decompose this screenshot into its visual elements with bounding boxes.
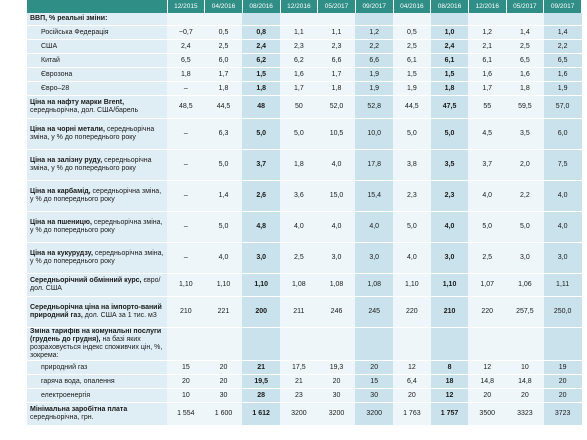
row-label [27, 26, 167, 40]
table-cell: 1,10 [393, 274, 431, 297]
table-cell: – [167, 150, 205, 181]
table-cell: −0,7 [167, 26, 205, 40]
table-cell: 3,0 [318, 243, 356, 274]
table-cell: 10,0 [355, 119, 393, 150]
table-cell: 1,6 [468, 68, 506, 82]
table-cell: 5,0 [205, 212, 243, 243]
table-cell: 1,06 [506, 274, 544, 297]
table-cell: 1 554 [167, 403, 205, 426]
header-cell: 09/2017 [544, 0, 582, 13]
table-cell: 19,3 [318, 361, 356, 375]
table-cell: 1,8 [431, 82, 469, 96]
row-label [27, 212, 167, 243]
table-cell: 2,1 [468, 40, 506, 54]
table-body [27, 13, 582, 426]
row-label-main: Російська Федерація [41, 28, 109, 36]
table-cell: 20 [468, 389, 506, 403]
table-cell: 1,8 [242, 82, 280, 96]
row-label-main: Китай [41, 56, 60, 64]
header-cell: 08/2016 [431, 0, 469, 13]
table-cell: – [167, 212, 205, 243]
table-cell: 1,5 [393, 68, 431, 82]
row-label-main: Середньорічний обмінний курс, [30, 277, 142, 284]
table-cell: 2,6 [242, 181, 280, 212]
table-cell: 4,0 [318, 150, 356, 181]
table-cell: 2,3 [280, 40, 318, 54]
table-cell: 2,5 [393, 40, 431, 54]
row-label [27, 375, 167, 389]
table-cell: 1,2 [355, 26, 393, 40]
table-cell: 0,5 [205, 26, 243, 40]
table-cell: 6,1 [393, 54, 431, 68]
table-cell: 4,0 [280, 212, 318, 243]
table-row [27, 40, 582, 54]
table-cell [431, 13, 469, 26]
row-label [27, 243, 167, 274]
table-cell: 44,5 [393, 96, 431, 119]
table-cell: 6,4 [393, 375, 431, 389]
table-cell: 14,8 [468, 375, 506, 389]
table-row [27, 13, 582, 26]
table-cell: 3,5 [506, 119, 544, 150]
table-cell: 1,9 [393, 82, 431, 96]
table-cell: 2,4 [431, 40, 469, 54]
table-cell: 3,7 [242, 150, 280, 181]
table-cell: 2,5 [468, 243, 506, 274]
table-cell: 1,1 [280, 26, 318, 40]
table-cell: 20 [506, 389, 544, 403]
table-cell: 1,0 [431, 26, 469, 40]
row-label [27, 181, 167, 212]
table-row [27, 361, 582, 375]
table-cell: 6,5 [506, 54, 544, 68]
table-cell: 15 [355, 375, 393, 389]
table-cell: 1,7 [280, 82, 318, 96]
row-label [27, 54, 167, 68]
table-cell: 245 [355, 297, 393, 328]
table-cell: 6,0 [205, 54, 243, 68]
table-cell: 2,0 [506, 150, 544, 181]
table-cell: 15 [167, 361, 205, 375]
table-cell: 3,6 [280, 181, 318, 212]
table-row [27, 328, 582, 361]
header-cell: 08/2016 [242, 0, 280, 13]
table-row [27, 26, 582, 40]
table-cell: 220 [468, 297, 506, 328]
row-label-main: природний газ [41, 363, 88, 371]
table-cell [318, 13, 356, 26]
table-cell: – [167, 119, 205, 150]
header-cell: 12/2016 [280, 0, 318, 13]
table-cell: 210 [167, 297, 205, 328]
row-label-sub: середньорічна, дол. США/барель [30, 107, 139, 114]
table-cell: 28 [242, 389, 280, 403]
table-row [27, 82, 582, 96]
table-cell: 6,3 [205, 119, 243, 150]
row-label-main: Мінімальна заробітна плата [30, 406, 128, 413]
row-label-main: гаряча вода, опалення [41, 377, 115, 385]
table-header-row [27, 0, 582, 13]
table-cell: 2,5 [280, 243, 318, 274]
table-row [27, 119, 582, 150]
row-label-sub: євро/дол. США [30, 277, 161, 292]
row-label [27, 297, 167, 328]
table-cell [242, 328, 280, 361]
table-cell [205, 13, 243, 26]
table-cell: 1,7 [205, 68, 243, 82]
table-cell: 50 [280, 96, 318, 119]
row-label [27, 274, 167, 297]
table-cell: 10 [506, 361, 544, 375]
table-cell [355, 13, 393, 26]
table-cell: 2,3 [318, 40, 356, 54]
table-cell: 4,5 [468, 119, 506, 150]
table-cell: 6,1 [468, 54, 506, 68]
table-cell: – [167, 181, 205, 212]
table-cell: 1,4 [506, 26, 544, 40]
table-cell: 211 [280, 297, 318, 328]
table-cell: 220 [393, 297, 431, 328]
row-label-main: Ціна на чорні метали, [30, 126, 105, 133]
table-cell: 3723 [544, 403, 582, 426]
table-cell: 2,2 [355, 40, 393, 54]
table-cell: 1,10 [167, 274, 205, 297]
table-cell: 1,8 [318, 82, 356, 96]
table-cell: 3,0 [431, 243, 469, 274]
table-cell: 6,5 [544, 54, 582, 68]
row-label-sub: дол. США за 1 тис. м3 [84, 312, 157, 319]
table-cell [167, 13, 205, 26]
table-cell: 19,5 [242, 375, 280, 389]
table-cell: 1,8 [205, 82, 243, 96]
table-cell: 20 [544, 375, 582, 389]
row-label-main: Євро–28 [41, 84, 70, 92]
table-cell: 6,6 [318, 54, 356, 68]
table-cell: 4,0 [544, 212, 582, 243]
table-cell [318, 328, 356, 361]
table-cell [280, 328, 318, 361]
table-cell: 6,1 [431, 54, 469, 68]
table-cell: 19 [544, 361, 582, 375]
table-cell: 5,0 [280, 119, 318, 150]
table-cell [167, 328, 205, 361]
table-cell: 1,11 [544, 274, 582, 297]
table-cell: 30 [205, 389, 243, 403]
table-cell [280, 13, 318, 26]
table-cell: 6,5 [167, 54, 205, 68]
table-cell: 4,0 [544, 181, 582, 212]
table-cell: 47,5 [431, 96, 469, 119]
table-cell: 44,5 [205, 96, 243, 119]
table-cell [205, 328, 243, 361]
row-label-main: Єврозона [41, 70, 73, 78]
row-label [27, 40, 167, 54]
table-cell: 1,6 [544, 68, 582, 82]
row-label-sub: середньорічна зміна, у % до попереднього року [30, 126, 155, 141]
table-cell: 1,7 [468, 82, 506, 96]
table-cell: 3,0 [242, 243, 280, 274]
table-cell: 5,0 [393, 119, 431, 150]
table-cell: 55 [468, 96, 506, 119]
table-cell: 21 [242, 361, 280, 375]
table-cell: 250,0 [544, 297, 582, 328]
table-cell: 5,0 [506, 212, 544, 243]
row-label-main: Середньорічна ціна на імпорто-ваний природний газ, [30, 304, 162, 319]
row-label-main: Ціна на нафту марки Brent, [30, 99, 125, 106]
table-cell: 2,4 [167, 40, 205, 54]
table-cell: 3,7 [468, 150, 506, 181]
table-cell: 1,08 [318, 274, 356, 297]
table-cell: 4,0 [431, 212, 469, 243]
table-row [27, 243, 582, 274]
row-label-sub: середньорічна зміна, у % до попереднього року [30, 188, 162, 203]
table-cell: 1,10 [242, 274, 280, 297]
table-cell: 6,0 [544, 119, 582, 150]
table-cell: 1,08 [355, 274, 393, 297]
row-label-sub: середньорічна, грн. [30, 414, 94, 421]
table-cell: 15,0 [318, 181, 356, 212]
row-label [27, 68, 167, 82]
table-cell: 3,0 [506, 243, 544, 274]
row-label [27, 328, 167, 361]
table-cell: 5,0 [393, 212, 431, 243]
table-cell: 5,0 [242, 119, 280, 150]
table-cell: 4,0 [468, 181, 506, 212]
table-cell: 12 [431, 389, 469, 403]
table-row [27, 274, 582, 297]
header-cell: 12/2016 [468, 0, 506, 13]
table-cell: 1,10 [205, 274, 243, 297]
table-row [27, 389, 582, 403]
table-cell: 1,9 [544, 82, 582, 96]
table-row [27, 375, 582, 389]
table-cell: 1,9 [355, 68, 393, 82]
table-cell: 7,5 [544, 150, 582, 181]
table-cell: 2,4 [242, 40, 280, 54]
table-cell: 1 612 [242, 403, 280, 426]
table-row [27, 403, 582, 426]
table-cell: 3200 [355, 403, 393, 426]
table-row [27, 150, 582, 181]
table-cell: 1,6 [280, 68, 318, 82]
table-cell [431, 328, 469, 361]
table-cell [393, 13, 431, 26]
table-cell: 1,4 [544, 26, 582, 40]
table-cell [468, 328, 506, 361]
table-row [27, 96, 582, 119]
table-cell: 4,0 [393, 243, 431, 274]
table-cell: 48,5 [167, 96, 205, 119]
table-cell: 1 763 [393, 403, 431, 426]
header-cell: 04/2016 [393, 0, 431, 13]
row-label [27, 82, 167, 96]
row-label [27, 361, 167, 375]
table-cell: 20 [393, 389, 431, 403]
row-label-sub: на базі яких розраховується індекс споживчих цін, %, зокрема: [30, 336, 163, 359]
table-cell: 3200 [280, 403, 318, 426]
table-cell: 1,8 [506, 82, 544, 96]
row-label-main: Ціна на пшеницю, [30, 219, 92, 226]
table-cell: 2,3 [431, 181, 469, 212]
row-label [27, 96, 167, 119]
table-cell: 4,0 [205, 243, 243, 274]
table-cell: 6,2 [242, 54, 280, 68]
row-label-main: США [41, 42, 58, 50]
table-cell: 10,5 [318, 119, 356, 150]
table-cell [355, 328, 393, 361]
table-cell: 20 [318, 375, 356, 389]
table-cell: 1,5 [242, 68, 280, 82]
table-cell: 1,8 [167, 68, 205, 82]
table-cell: 20 [205, 375, 243, 389]
table-cell: 5,0 [468, 212, 506, 243]
row-label-main: Ціна на кукурудзу, [30, 250, 93, 257]
table-cell: 17,8 [355, 150, 393, 181]
table-cell: 18 [431, 375, 469, 389]
row-label [27, 150, 167, 181]
table-cell: 20 [355, 361, 393, 375]
table-row [27, 181, 582, 212]
row-label-main: Ціна на залізну руду, [30, 157, 103, 164]
table-cell [544, 328, 582, 361]
row-label-sub: середньорічна зміна, у % до попереднього року [30, 219, 163, 234]
table-cell: 1,1 [318, 26, 356, 40]
table-cell: 48 [242, 96, 280, 119]
table-cell: 52,0 [318, 96, 356, 119]
table-cell: 3323 [506, 403, 544, 426]
table-cell: 1,08 [280, 274, 318, 297]
header-label-cell [27, 0, 167, 13]
table-cell [242, 13, 280, 26]
table-cell: 2,5 [506, 40, 544, 54]
header-cell: 05/2017 [506, 0, 544, 13]
table-cell [468, 13, 506, 26]
row-label [27, 13, 167, 26]
table-row [27, 68, 582, 82]
table-cell: – [167, 82, 205, 96]
table-cell: 10 [167, 389, 205, 403]
row-label-main: Ціна на карбамід, [30, 188, 91, 195]
table-cell: 3,0 [544, 243, 582, 274]
header-cell: 09/2017 [355, 0, 393, 13]
table-cell: 4,0 [318, 212, 356, 243]
table-cell: 0,5 [393, 26, 431, 40]
table-cell: 246 [318, 297, 356, 328]
table-cell: 2,3 [393, 181, 431, 212]
table-cell: 30 [318, 389, 356, 403]
table-cell: 15,4 [355, 181, 393, 212]
table-cell: 1 600 [205, 403, 243, 426]
table-cell [393, 328, 431, 361]
table-cell: 14,8 [506, 375, 544, 389]
table-cell: 3,8 [393, 150, 431, 181]
header-cell: 05/2017 [318, 0, 356, 13]
table-row [27, 212, 582, 243]
table-cell: 1,2 [468, 26, 506, 40]
table-cell: 1 757 [431, 403, 469, 426]
table-cell: 20 [544, 389, 582, 403]
table-row [27, 297, 582, 328]
table-cell: 1,8 [280, 150, 318, 181]
table-cell: 59,5 [506, 96, 544, 119]
table-cell: 5,0 [205, 150, 243, 181]
row-label-sub: середньорічна зміна, у % до попереднього року [30, 250, 164, 265]
table-cell: 1,07 [468, 274, 506, 297]
table-cell: 1,10 [431, 274, 469, 297]
row-label-sub: середньорічна зміна, у % до попереднього року [30, 157, 152, 172]
table-cell: 23 [280, 389, 318, 403]
table-cell: 3,0 [355, 243, 393, 274]
table-cell: 200 [242, 297, 280, 328]
table-cell: 4,0 [355, 212, 393, 243]
table-cell [506, 328, 544, 361]
table-cell: 52,8 [355, 96, 393, 119]
row-label-main: ВВП, % реальні зміни: [30, 15, 108, 22]
forecast-table [27, 0, 582, 426]
table-cell: 20 [205, 361, 243, 375]
table-cell: 12 [468, 361, 506, 375]
table-cell: 2,5 [205, 40, 243, 54]
table-cell: 6,6 [355, 54, 393, 68]
table-cell: 1,4 [205, 181, 243, 212]
row-label [27, 119, 167, 150]
table-cell: 1,9 [355, 82, 393, 96]
table-cell: 6,2 [280, 54, 318, 68]
table-cell: 8 [431, 361, 469, 375]
table-cell: 4,8 [242, 212, 280, 243]
table-cell [544, 13, 582, 26]
table-cell: 3,5 [431, 150, 469, 181]
row-label [27, 389, 167, 403]
table-cell: 5,0 [431, 119, 469, 150]
row-label-main: електроенергія [41, 391, 91, 399]
header-cell: 04/2016 [205, 0, 243, 13]
table-cell: 257,5 [506, 297, 544, 328]
table-cell: 1,6 [506, 68, 544, 82]
row-label [27, 403, 167, 426]
table-cell: 1,5 [431, 68, 469, 82]
table-cell: 3200 [318, 403, 356, 426]
table-cell: 20 [167, 375, 205, 389]
table-cell: 1,7 [318, 68, 356, 82]
table-cell: 221 [205, 297, 243, 328]
table-row [27, 54, 582, 68]
table-cell [506, 13, 544, 26]
header-cell: 12/2015 [167, 0, 205, 13]
table-cell: 2,2 [544, 40, 582, 54]
table-cell: 0,8 [242, 26, 280, 40]
table-cell: 21 [280, 375, 318, 389]
table-cell: 3500 [468, 403, 506, 426]
table-cell: 57,0 [544, 96, 582, 119]
table-cell: 12 [393, 361, 431, 375]
table-cell: – [167, 243, 205, 274]
table-cell: 210 [431, 297, 469, 328]
table-cell: 2,2 [506, 181, 544, 212]
table-cell: 30 [355, 389, 393, 403]
row-label-main: Зміна тарифів на комунальні послуги (грудень до грудня), [30, 328, 162, 343]
table-cell: 17,5 [280, 361, 318, 375]
